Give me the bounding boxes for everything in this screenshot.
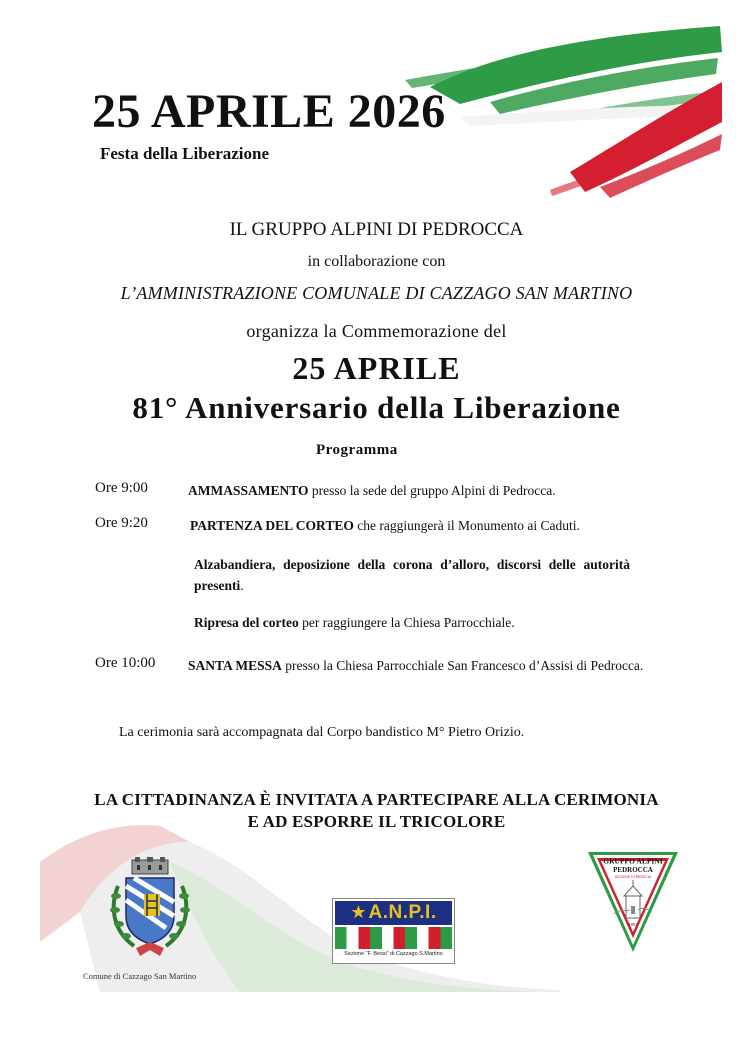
program-item <box>190 515 650 536</box>
comune-label: Comune di Cazzago San Martino <box>83 971 197 981</box>
anpi-logo <box>332 898 455 964</box>
anpi-header <box>335 901 452 925</box>
anpi-text: A.N.P.I. <box>368 902 437 923</box>
program-time: Ore 9:20 <box>95 515 148 531</box>
alpini-subtitle: PEDROCCA <box>613 866 653 874</box>
program-item-bold: AMMASSAMENTO <box>188 483 309 498</box>
band-note: La cerimonia sarà accompagnata dal Corpo bandistico M° Pietro Orizio. <box>119 725 525 740</box>
program-item-text: per raggiungere la Chiesa Parrocchiale. <box>298 615 515 630</box>
program-item-text: che raggiungerà il Monumento ai Caduti. <box>353 518 580 533</box>
alpini-section: SEZIONE DI BRESCIA <box>614 875 652 879</box>
cta-line-2: E AD ESPORRE IL TRICOLORE <box>247 812 506 831</box>
call-to-action <box>0 789 753 833</box>
program-time: Ore 9:00 <box>95 480 148 496</box>
program-item <box>188 480 638 501</box>
comune-coat-of-arms-logo <box>104 856 196 960</box>
collaboration-line: in collaborazione con <box>307 253 446 270</box>
page-title: 25 APRILE 2026 <box>92 85 446 138</box>
program-item-bold: SANTA MESSA <box>188 658 282 673</box>
program-item <box>194 612 634 633</box>
program-item <box>194 554 630 596</box>
program-item-text: . <box>240 578 244 593</box>
alpini-title: GRUPPO ALPINI <box>603 856 663 866</box>
star-icon: ★ <box>350 902 367 923</box>
organizes-line: organizza la Commemorazione del <box>246 321 507 341</box>
program-heading: Programma <box>316 442 398 458</box>
administration-line: L’AMMINISTRAZIONE COMUNALE DI CAZZAGO SAN MARTINO <box>120 283 633 303</box>
headline-date: 25 APRILE <box>292 350 461 386</box>
alpini-pedrocca-logo <box>586 850 680 954</box>
program-item-text: presso la Chiesa Parrocchiale San Francesco d’Assisi di Pedrocca. <box>281 658 644 673</box>
program-item-bold: PARTENZA DEL CORTEO <box>190 518 354 533</box>
program-item <box>188 655 648 676</box>
cta-line-1: LA CITTADINANZA È INVITATA A PARTECIPARE ALLA CERIMONIA <box>94 790 659 809</box>
program-item-bold: Alzabandiera, deposizione della corona d’alloro, discorsi delle autorità presenti <box>194 557 630 593</box>
tricolore-brush-decoration <box>400 22 730 202</box>
program-time: Ore 10:00 <box>95 655 156 671</box>
organizer-line: IL GRUPPO ALPINI DI PEDROCCA <box>229 219 524 240</box>
program-item-text: presso la sede del gruppo Alpini di Pedrocca. <box>308 483 556 498</box>
alpini-year: 1957 <box>628 922 638 927</box>
anpi-caption: Sezione “F. Bessi” di Cazzago S.Martino <box>344 951 443 957</box>
program-item-bold: Ripresa del corteo <box>194 615 299 630</box>
headline-anniversary: 81° Anniversario della Liberazione <box>132 390 621 425</box>
anpi-flag-stripes <box>335 927 452 949</box>
page-subtitle: Festa della Liberazione <box>100 144 270 163</box>
